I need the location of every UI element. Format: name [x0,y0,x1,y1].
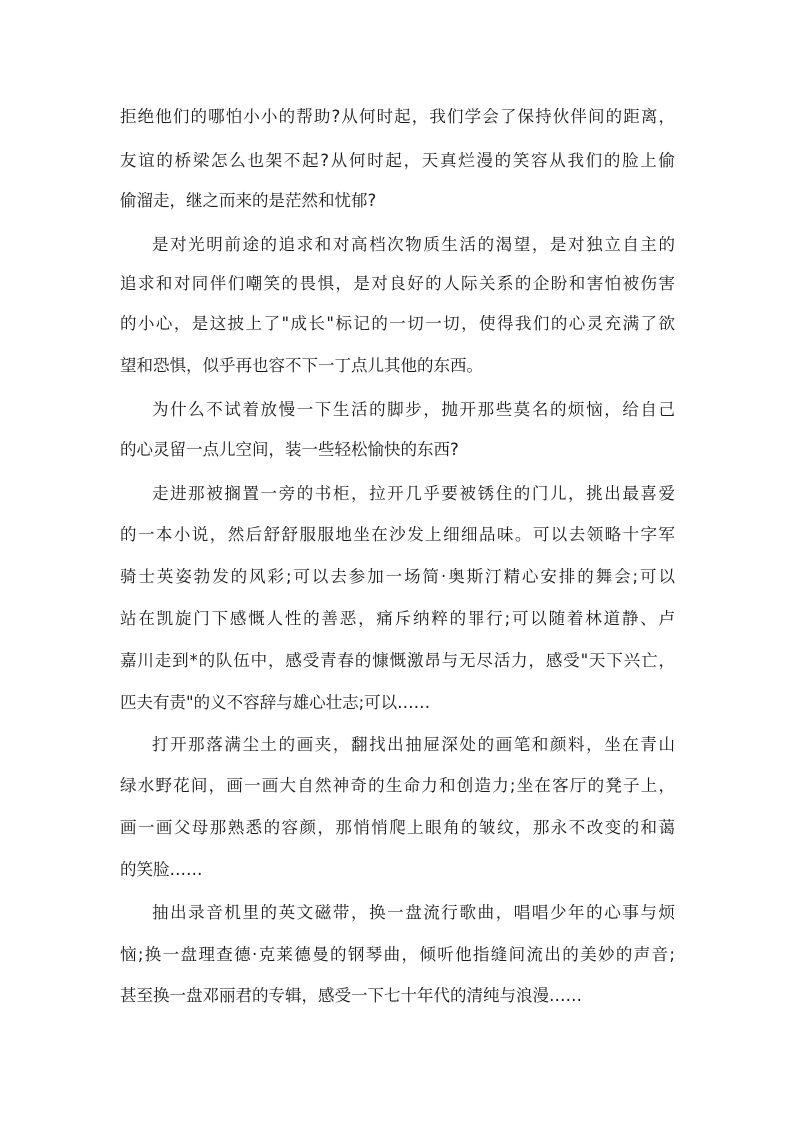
text-line: 骑士英姿勃发的风彩;可以去参加一场简·奥斯汀精心安排的舞会;可以 [120,567,675,586]
text-line: 绿水野花间，画一画大自然神奇的生命力和创造力;坐在客厅的凳子上， [120,776,675,795]
text-line: 嘉川走到*的队伍中，感受青春的慷慨激昂与无尽活力，感受"天下兴亡， [120,651,675,670]
text-line: 甚至换一盘邓丽君的专辑，感受一下七十年代的清纯与浪漫…… [120,986,582,1005]
text-line: 匹夫有责"的义不容辞与雄心壮志;可以…… [120,693,431,712]
text-line: 的心灵留一点儿空间，装一些轻松愉快的东西? [120,440,459,459]
text-line: 走进那被搁置一旁的书柜，拉开几乎要被锈住的门儿，挑出最喜爱 [152,484,675,503]
text-line: 为什么不试着放慢一下生活的脚步，抛开那些莫名的烦恼，给自己 [152,400,675,419]
text-line: 望和恐惧，似乎再也容不下一丁点儿其他的东西。 [120,356,483,375]
text-line: 画一画父母那熟悉的容颜，那悄悄爬上眼角的皱纹，那永不改变的和蔼 [120,818,675,837]
text-line: 的笑脸…… [120,860,203,879]
text-line: 恼;换一盘理查德·克莱德曼的钢琴曲，倾听他指缝间流出的美妙的声音; [120,945,675,964]
text-line: 友谊的桥梁怎么也架不起?从何时起，天真烂漫的笑容从我们的脸上偷 [120,151,675,170]
text-line: 打开那落满尘土的画夹，翻找出抽屉深处的画笔和颜料，坐在青山 [152,735,675,754]
text-line: 的一本小说，然后舒舒服服地坐在沙发上细细品味。可以去领略十字军 [120,525,675,544]
text-line: 抽出录音机里的英文磁带，换一盘流行歌曲，唱唱少年的心事与烦 [152,903,675,922]
text-line: 偷溜走，继之而来的是茫然和忧郁? [120,191,377,210]
text-line: 站在凯旋门下感慨人性的善恶，痛斥纳粹的罪行;可以随着林道静、卢 [120,609,675,628]
text-line: 是对光明前途的追求和对高档次物质生活的渴望，是对独立自主的 [152,235,675,254]
text-line: 的小心，是这披上了"成长"标记的一切一切，使得我们的心灵充满了欲 [120,314,675,333]
text-line: 拒绝他们的哪怕小小的帮助?从何时起，我们学会了保持伙伴间的距离， [120,107,675,126]
text-line: 追求和对同伴们嘲笑的畏惧，是对良好的人际关系的企盼和害怕被伤害 [120,274,675,293]
